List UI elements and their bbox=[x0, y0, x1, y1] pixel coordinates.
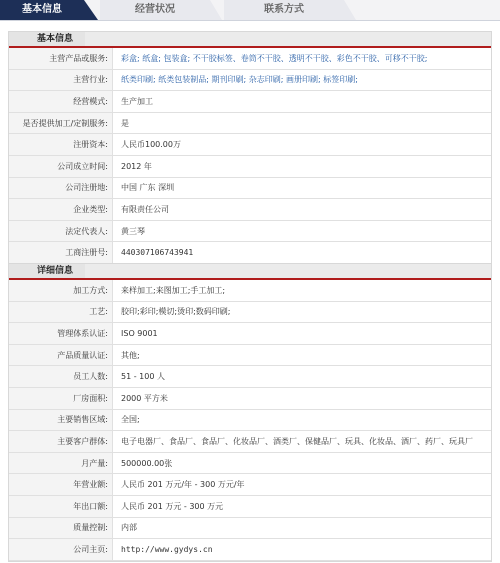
table-row bbox=[9, 69, 491, 91]
basic-info-title: 基本信息 bbox=[9, 32, 85, 46]
field-value-links[interactable]: 彩盒; 纸盒; 包装盒; 不干胶标签、卷筒不干胶、透明不干胶、彩色不干胶、可移不干胶; bbox=[113, 48, 492, 69]
field-value: 2000 平方米 bbox=[113, 387, 492, 409]
tab-separator bbox=[84, 0, 98, 20]
table-row bbox=[9, 242, 491, 264]
field-value: 全国; bbox=[113, 409, 492, 431]
field-label: 公司成立时间: bbox=[9, 155, 113, 177]
field-label: 经营模式: bbox=[9, 91, 113, 113]
tab-business-status[interactable]: 经营状况 bbox=[100, 0, 210, 20]
field-value: 其他; bbox=[113, 344, 492, 366]
tab-bar bbox=[0, 0, 500, 21]
basic-info-header bbox=[9, 32, 491, 48]
field-value-links[interactable]: 纸类印刷; 纸类包装制品; 期刊印刷; 杂志印刷; 画册印刷; 标签印刷; bbox=[113, 69, 492, 91]
table-row bbox=[9, 134, 491, 156]
field-label: 工艺: bbox=[9, 301, 113, 323]
field-label: 公司主页: bbox=[9, 539, 113, 561]
table-row bbox=[9, 387, 491, 409]
field-value: 人民币 201 万元 - 300 万元 bbox=[113, 495, 492, 517]
tab-separator bbox=[344, 0, 356, 20]
field-label: 质量控制: bbox=[9, 517, 113, 539]
field-label: 年营业额: bbox=[9, 474, 113, 496]
field-label: 加工方式: bbox=[9, 280, 113, 301]
field-value: 内部 bbox=[113, 517, 492, 539]
field-value: 来样加工;来图加工;手工加工; bbox=[113, 280, 492, 301]
field-value: 中国 广东 深圳 bbox=[113, 177, 492, 199]
field-value: 有限责任公司 bbox=[113, 199, 492, 221]
table-row bbox=[9, 112, 491, 134]
table-row bbox=[9, 220, 491, 242]
field-value: 胶印;彩印;模切;烫印;数码印刷; bbox=[113, 301, 492, 323]
field-value: 440307106743941 bbox=[113, 242, 492, 264]
field-label: 法定代表人: bbox=[9, 220, 113, 242]
field-label: 主要销售区域: bbox=[9, 409, 113, 431]
field-value: 电子电器厂、食品厂、食品厂、化妆品厂、酒类厂、保健品厂、玩具、化妆品、酒厂、药厂、玩具厂 bbox=[113, 431, 492, 453]
field-value: 生产加工 bbox=[113, 91, 492, 113]
field-label: 工商注册号: bbox=[9, 242, 113, 264]
field-value: http://www.gydys.cn bbox=[113, 539, 492, 561]
field-label: 员工人数: bbox=[9, 366, 113, 388]
table-row bbox=[9, 495, 491, 517]
table-row bbox=[9, 155, 491, 177]
detail-info-table bbox=[9, 280, 491, 561]
detail-info-title: 详细信息 bbox=[9, 264, 85, 278]
field-value: 500000.00张 bbox=[113, 452, 492, 474]
table-row bbox=[9, 517, 491, 539]
table-row bbox=[9, 344, 491, 366]
field-label: 年出口额: bbox=[9, 495, 113, 517]
field-label: 主营产品或服务: bbox=[9, 48, 113, 69]
table-row bbox=[9, 177, 491, 199]
field-value: 51 - 100 人 bbox=[113, 366, 492, 388]
field-value: 2012 年 bbox=[113, 155, 492, 177]
tab-separator bbox=[210, 0, 222, 20]
detail-info-section bbox=[8, 263, 492, 562]
field-label: 产品质量认证: bbox=[9, 344, 113, 366]
basic-info-section bbox=[8, 31, 492, 265]
field-label: 是否提供加工/定制服务: bbox=[9, 112, 113, 134]
field-value: 是 bbox=[113, 112, 492, 134]
table-row bbox=[9, 91, 491, 113]
field-label: 主要客户群体: bbox=[9, 431, 113, 453]
field-label: 注册资本: bbox=[9, 134, 113, 156]
field-label: 厂房面积: bbox=[9, 387, 113, 409]
table-row bbox=[9, 452, 491, 474]
field-value: ISO 9001 bbox=[113, 323, 492, 345]
field-label: 月产量: bbox=[9, 452, 113, 474]
table-row bbox=[9, 199, 491, 221]
table-row bbox=[9, 539, 491, 561]
table-row bbox=[9, 323, 491, 345]
field-value: 人民币 201 万元/年 - 300 万元/年 bbox=[113, 474, 492, 496]
field-value: 黄三琴 bbox=[113, 220, 492, 242]
field-label: 主营行业: bbox=[9, 69, 113, 91]
table-row bbox=[9, 431, 491, 453]
field-label: 管理体系认证: bbox=[9, 323, 113, 345]
table-row bbox=[9, 366, 491, 388]
table-row bbox=[9, 409, 491, 431]
field-value: 人民币100.00万 bbox=[113, 134, 492, 156]
table-row bbox=[9, 301, 491, 323]
tab-contact[interactable]: 联系方式 bbox=[224, 0, 344, 20]
tab-basic-info[interactable]: 基本信息 bbox=[0, 0, 84, 20]
table-row bbox=[9, 474, 491, 496]
table-row bbox=[9, 280, 491, 301]
field-label: 企业类型: bbox=[9, 199, 113, 221]
field-label: 公司注册地: bbox=[9, 177, 113, 199]
table-row bbox=[9, 48, 491, 69]
detail-info-header bbox=[9, 264, 491, 280]
basic-info-table bbox=[9, 48, 491, 264]
